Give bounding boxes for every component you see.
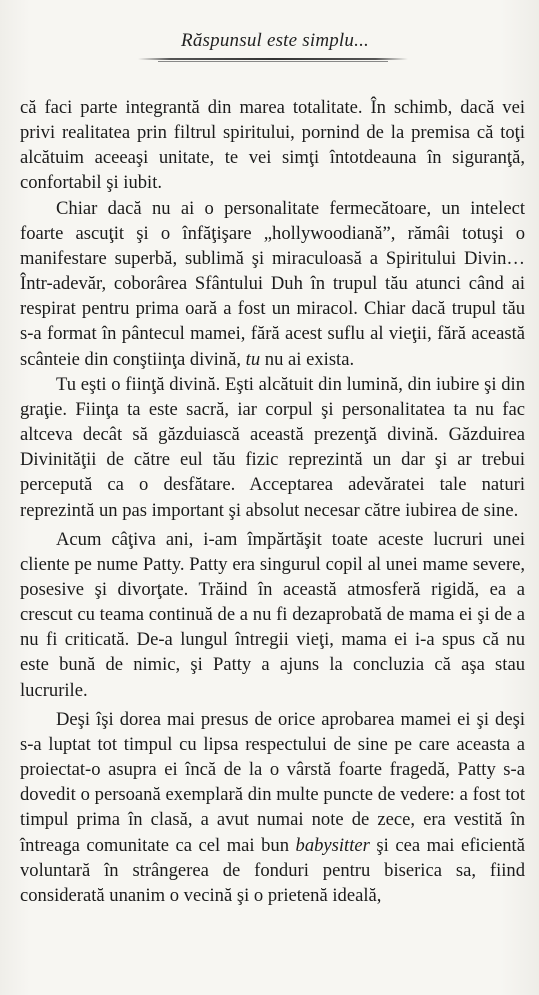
body-text <box>20 95 525 908</box>
paragraph-5-text-before: Deşi îşi dorea mai presus de orice aprobarea mamei ei şi deşi s-a luptat tot timpul cu lipsa respectului de sine pe care aceasta a proiectat-o asupra ei încă de la o vârstă foarte fragedă, Patty s-a dovedit o persoană exemplară din multe puncte de vedere: a fost tot timpul prima în clasă, a avut numai note de zece, era vestită în întreaga comunitate ca cel mai bun <box>20 708 525 856</box>
paragraph-1-text: că faci parte integrantă din marea totalitate. În schimb, dacă vei privi realitatea prin filtrul spiritului, pornind de la premisa că toţi alcătuim aceeaşi unitate, te vei simţi întotdeauna în siguranţă, confortabil şi iubit. <box>20 97 525 194</box>
paragraph-1 <box>20 95 525 196</box>
paragraph-2-text-before: Chiar dacă nu ai o personalitate fermecătoare, un intelect foarte ascuţit şi o înfăţişare „hollywoodiană”, rămâi totuşi o manifestare superbă, sublimă şi miraculoasă a Spiritului Divin… Într-adevăr, coborârea Sfântului Duh în trupul tău atunci când ai respirat pentru prima oară a fost un miracol. Chiar dacă trupul tău s-a format în pântecul mamei, fără acest suflu al vieţii, fără această scânteie din conştiinţa divină, <box>20 197 525 370</box>
paragraph-2-text-after: nu ai exista. <box>264 348 355 370</box>
paragraph-5-text-after: şi cea mai eficientă voluntară în strângerea de fonduri pentru biserica sa, fiind considerată unanim o vecină şi o prietenă ideală, <box>20 834 525 906</box>
running-head: Răspunsul este simplu... <box>181 30 369 51</box>
paragraph-2-emphasis: tu <box>245 348 261 370</box>
paragraph-5 <box>20 707 525 908</box>
running-head-rule <box>138 58 408 60</box>
paragraph-5-emphasis: babysitter <box>295 834 370 856</box>
paragraph-2 <box>20 196 525 372</box>
paragraph-4 <box>20 527 525 703</box>
paragraph-4-text: Acum câţiva ani, i-am împărtăşit toate aceste lucruri unei cliente pe nume Patty. Patty era singurul copil al unei mame severe, posesive şi divorţate. Trăind în această atmosferă rigidă, ea a crescut cu teama continuă de a nu fi dezaprobată de mama ei şi de a nu fi criticată. De-a lungul întregii vieţi, mama ei i-a spus că nu este bună de nimic, şi Patty a ajuns la concluzia că aşa stau lucrurile. <box>20 528 525 701</box>
paragraph-3 <box>20 372 525 523</box>
paragraph-3-text: Tu eşti o fiinţă divină. Eşti alcătuit din lumină, din iubire şi din graţie. Fiinţa ta este sacră, iar corpul şi personalitatea ta nu fac altceva decât să găzduiască această prezenţă divină. Găzduirea Divinităţii de către eul tău fizic reprezintă un dar şi ar trebui percepută ca o desfătare. Acceptarea adevăratei tale naturi reprezintă un pas important şi absolut necesar către iubirea de sine. <box>20 373 525 521</box>
